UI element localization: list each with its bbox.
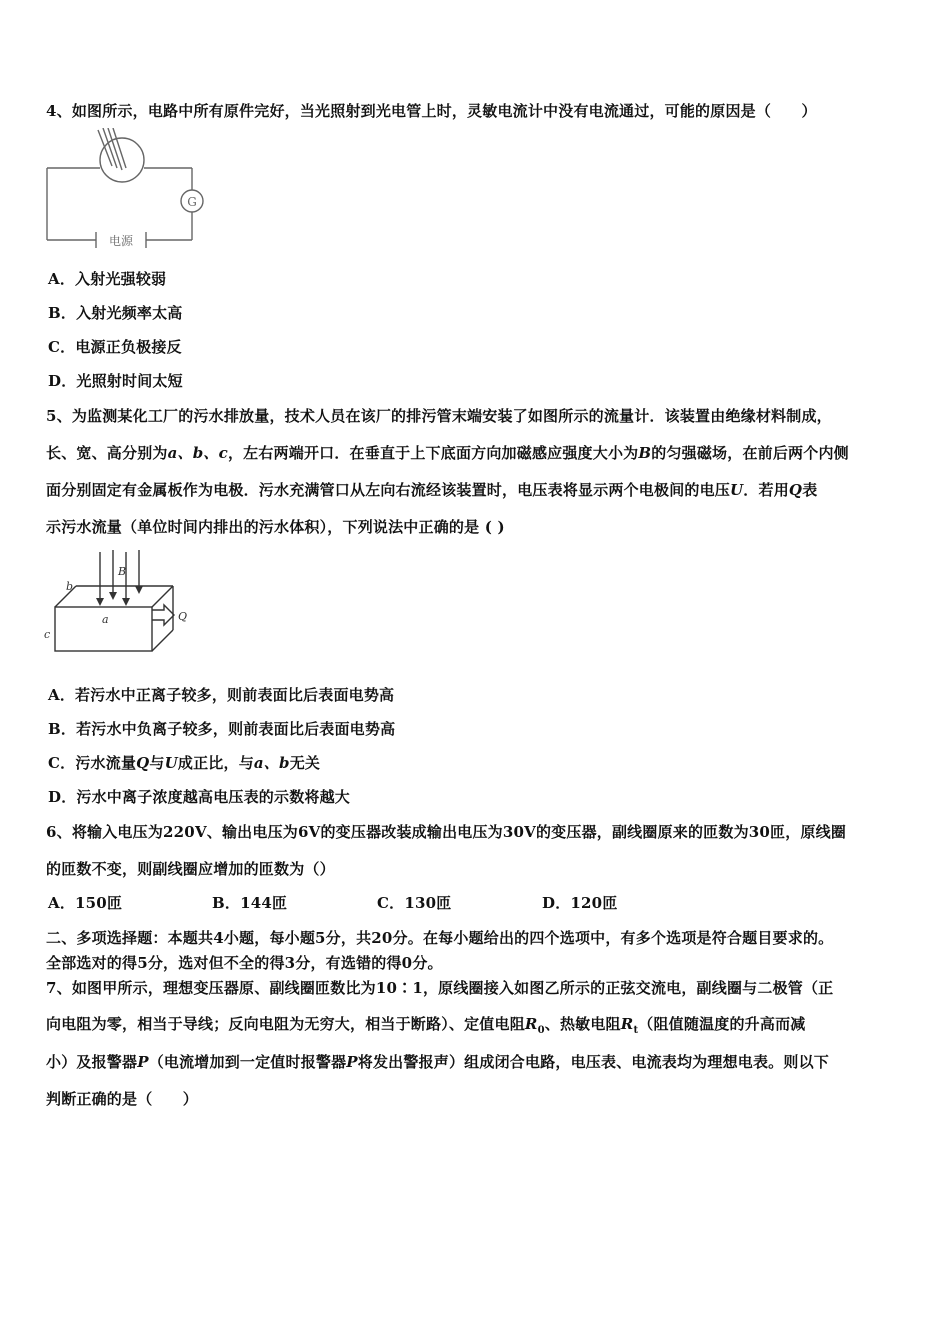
q5-option-b: B．若污水中负离子较多，则前表面比后表面电势高 — [48, 720, 396, 738]
q5-option-d: D．污水中离子浓度越高电压表的示数将越大 — [48, 788, 351, 806]
q5-stem-line2: 长、宽、高分别为a、b、c，左右两端开口．在垂直于上下底面方向加磁感应强度大小为B的匀强磁场，在前后两个内侧 — [46, 444, 849, 462]
q6-option-b: B．144匝 — [212, 894, 288, 912]
q6-stem-line2: 的匝数不变，则副线圈应增加的匝数为（） — [46, 860, 335, 878]
q4-stem: 4、如图所示，电路中所有原件完好，当光照射到光电管上时，灵敏电流计中没有电流通过，可能的原因是（ ） — [46, 102, 817, 120]
q5-flowmeter-figure — [40, 548, 205, 664]
q5-stem-line4: 示污水流量（单位时间内排出的污水体积），下列说法中正确的是 ( ) — [46, 518, 505, 536]
q5-stem-line3: 面分别固定有金属板作为电极．污水充满管口从左向右流经该装置时，电压表将显示两个电极间的电压U．若用Q表 — [46, 481, 818, 499]
q7-stem-line2: 向电阻为零，相当于导线；反向电阻为无穷大，相当于断路）、定值电阻$R_0$、热敏电阻$R_t$（阻值随温度的升高而减 — [46, 1015, 806, 1036]
q6-option-d: D．120匝 — [542, 894, 618, 912]
q7-stem-line3: 小）及报警器P（电流增加到一定值时报警器P将发出警报声）组成闭合电路，电压表、电流表均为理想电表。则以下 — [46, 1053, 829, 1071]
q7-stem-line1: 7、如图甲所示，理想变压器原、副线圈匝数比为10∶1，原线圈接入如图乙所示的正弦交流电，副线圈与二极管（正 — [46, 979, 834, 997]
q4-option-b: B．入射光频率太高 — [48, 304, 183, 322]
label-B: B — [118, 565, 127, 578]
source-label: 电源 — [108, 234, 134, 248]
q4-option-a: A．入射光强较弱 — [48, 270, 167, 288]
q6-stem-line1: 6、将输入电压为220V、输出电压为6V的变压器改装成输出电压为30V的变压器，副线圈原来的匝数为30匝，原线圈 — [46, 823, 847, 841]
meter-label: G — [187, 195, 197, 209]
label-b: b — [66, 580, 74, 593]
q4-circuit-figure — [40, 128, 215, 252]
q5-stem-line1: 5、为监测某化工厂的污水排放量，技术人员在该厂的排污管末端安装了如图所示的流量计．该装置由绝缘材料制成， — [46, 407, 832, 425]
q5-option-a: A．若污水中正离子较多，则前表面比后表面电势高 — [48, 686, 395, 704]
q6-option-c: C．130匝 — [377, 894, 452, 912]
q7-stem-line4: 判断正确的是（ ） — [46, 1090, 199, 1108]
label-Q: Q — [178, 610, 188, 623]
q5-option-c: C．污水流量Q与U成正比，与a、b无关 — [48, 754, 321, 772]
label-c: c — [44, 628, 51, 641]
q6-option-a: A．150匝 — [48, 894, 123, 912]
q4-option-d: D．光照射时间太短 — [48, 372, 183, 390]
label-a: a — [102, 613, 109, 626]
q4-option-c: C．电源正负极接反 — [48, 338, 182, 356]
section2-header-line1: 二、多项选择题：本题共4小题，每小题5分，共20分。在每小题给出的四个选项中，有多个选项是符合题目要求的。 — [46, 929, 834, 947]
section2-header-line2: 全部选对的得5分，选对但不全的得3分，有选错的得0分。 — [46, 954, 443, 972]
